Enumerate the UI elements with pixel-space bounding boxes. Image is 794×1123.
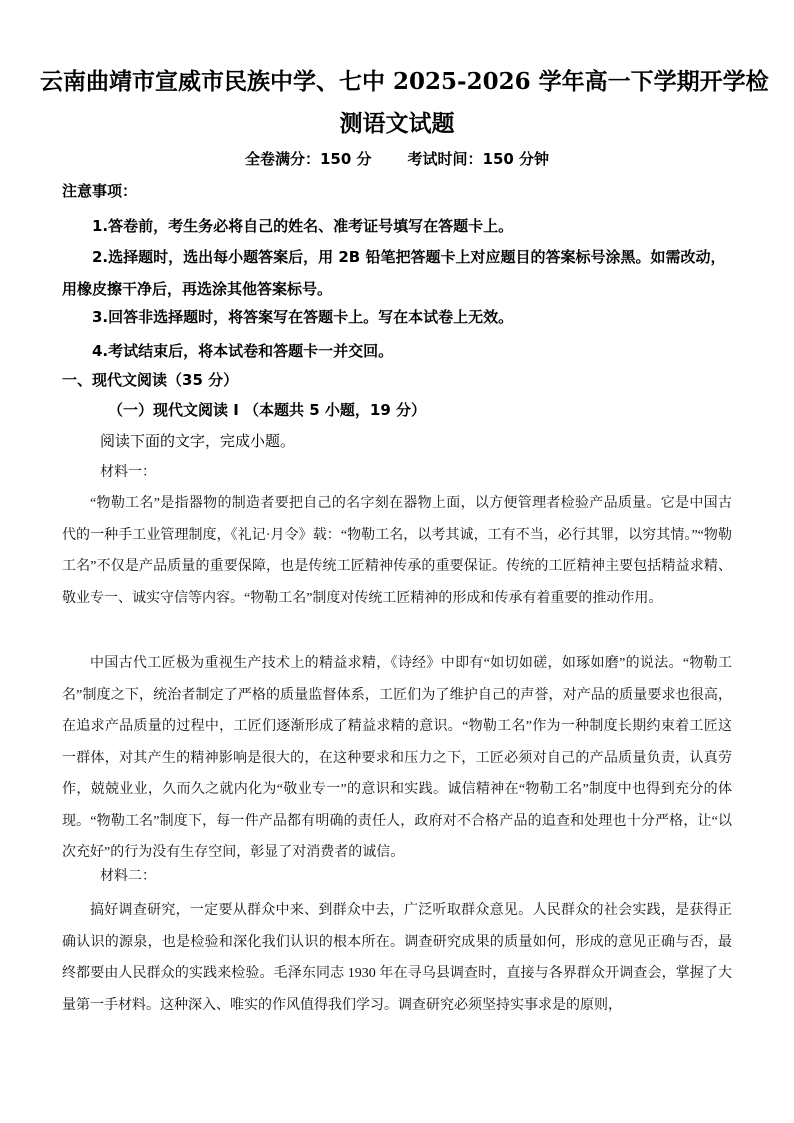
material-2-paragraph-1: 搞好调查研究，一定要从群众中来、到群众中去，广泛听取群众意见。人民群众的社会实践，是获得正确认识的源泉，也是检验和深化我们认识的根本所在。调查研究成果的质量如何，形成的意见正确与否，最终都要由人民群众的实践来检验。毛泽东同志 1930 年在寻乌县调查时，直接与各界群众开调查会，掌握了大量第一手材料。这种深入、唯实的作风值得我们学习。调查研究必须坚持实事求是的原则， <box>62 903 732 1013</box>
note-item-4: 4.考试结束后，将本试卷和答题卡一并交回。 <box>92 342 394 360</box>
exam-title-line-1: 云南曲靖市宣威市民族中学、七中 2025-2026 学年高一下学期开学检 <box>40 68 769 95</box>
exam-time: 考试时间：150 分钟 <box>407 150 550 168</box>
full-score: 全卷满分：150 分 <box>244 150 372 168</box>
notes-heading: 注意事项： <box>62 182 138 200</box>
material-2-label: 材料二： <box>100 869 156 884</box>
material-1-paragraph-2: 中国古代工匠极为重视生产技术上的精益求精，《诗经》中即有“如切如磋，如琢如磨”的说法。“物勒工名”制度之下，统治者制定了严格的质量监督体系，工匠们为了维护自己的声誉，对产品的质量要求也很高，在追求产品质量的过程中，工匠们逐渐形成了精益求精的意识。“物勒工名”作为一种制度长期约束着工匠这一群体，对其产生的精神影响是很大的，在这种要求和压力之下，工匠必须对自己的产品质量负责，认真劳作，兢兢业业，久而久之就内化为“敬业专一”的意识和实践。诚信精神在“物勒工名”制度中也得到充分的体现。“物勒工名”制度下，每一件产品都有明确的责任人，政府对不合格产品的追查和处理也十分严格，让“以次充好”的行为没有生存空间，彰显了对消费者的诚信。 <box>62 656 732 860</box>
exam-info <box>40 149 754 169</box>
material-1-paragraph-1: “物勒工名”是指器物的制造者要把自己的名字刻在器物上面，以方便管理者检验产品质量。它是中国古代的一种手工业管理制度，《礼记·月令》载：“物勒工名，以考其诚，工有不当，必行其罪，以穷其情。”“物勒工名”不仅是产品质量的重要保障，也是传统工匠精神传承的重要保证。传统的工匠精神主要包括精益求精、敬业专一、诚实守信等内容。“物勒工名”制度对传统工匠精神的形成和传承有着重要的推动作用。 <box>62 496 732 606</box>
section-subheading: （一）现代文阅读 I （本题共 5 小题，19 分） <box>108 401 427 419</box>
section-heading: 一、现代文阅读（35 分） <box>62 371 239 389</box>
reading-instruction: 阅读下面的文字，完成小题。 <box>100 432 296 450</box>
exam-title-line-2: 测语文试题 <box>339 110 455 137</box>
note-item-2: 2.选择题时，选出每小题答案后，用 2B 铅笔把答题卡上对应题目的答案标号涂黑。如需改动，用橡皮擦干净后，再选涂其他答案标号。 <box>62 248 726 298</box>
note-item-3: 3.回答非选择题时，将答案写在答题卡上。写在本试卷上无效。 <box>92 308 514 326</box>
note-item-1: 1.答卷前，考生务必将自己的姓名、准考证号填写在答题卡上。 <box>92 217 514 235</box>
material-1-label: 材料一： <box>100 465 156 480</box>
